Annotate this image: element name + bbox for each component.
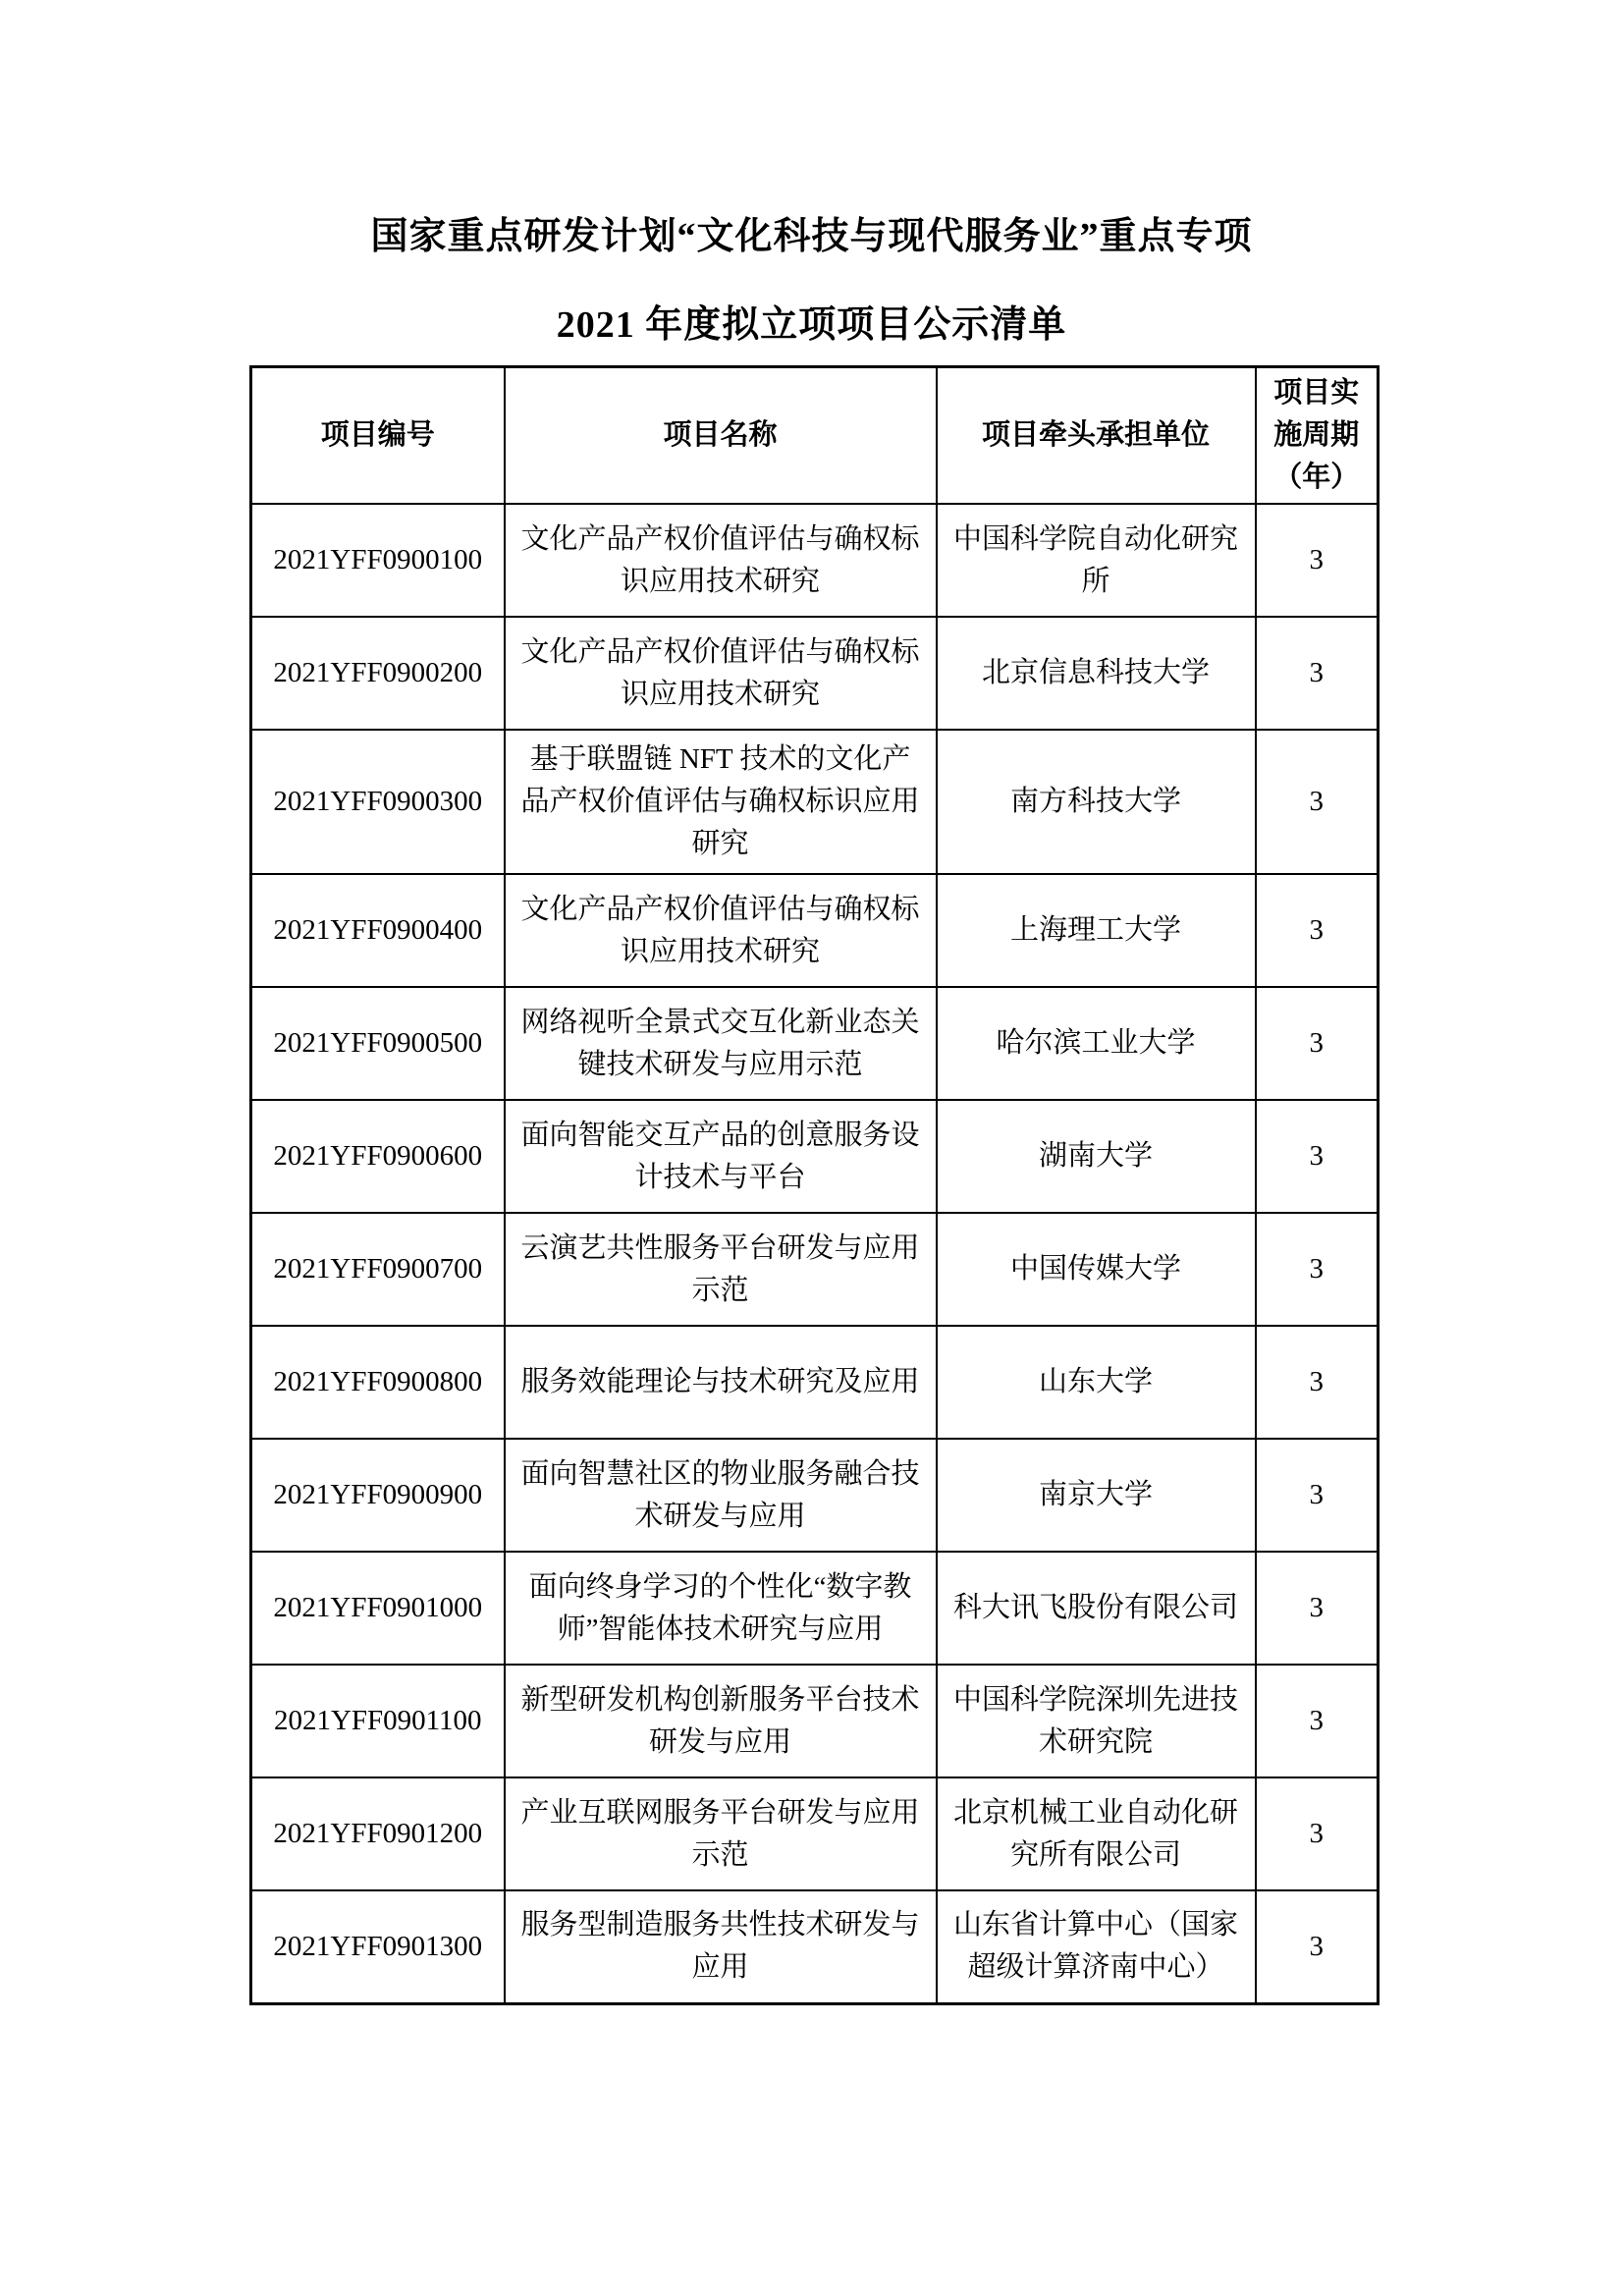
header-project-name: 项目名称 [505,367,937,505]
project-years-cell: 3 [1256,1439,1379,1552]
project-years-cell: 3 [1256,730,1379,874]
project-org-cell: 中国传媒大学 [937,1213,1256,1326]
project-name-cell: 新型研发机构创新服务平台技术研发与应用 [505,1665,937,1777]
project-name-cell: 面向终身学习的个性化“数字教师”智能体技术研究与应用 [505,1552,937,1665]
table-row [251,1326,1379,1439]
project-id-cell: 2021YFF0901100 [251,1665,505,1777]
table-row [251,617,1379,730]
project-name-cell: 文化产品产权价值评估与确权标识应用技术研究 [505,617,937,730]
project-id-cell: 2021YFF0900300 [251,730,505,874]
project-org-cell: 北京机械工业自动化研究所有限公司 [937,1777,1256,1890]
project-org-cell: 南方科技大学 [937,730,1256,874]
project-years-cell: 3 [1256,1777,1379,1890]
document-title: 国家重点研发计划“文化科技与现代服务业”重点专项 [370,216,1253,257]
project-id-cell: 2021YFF0900500 [251,987,505,1100]
document-subtitle: 2021 年度拟立项项目公示清单 [556,304,1067,346]
project-name-cell: 服务效能理论与技术研究及应用 [505,1326,937,1439]
header-project-id: 项目编号 [251,367,505,505]
project-org-cell: 山东省计算中心（国家超级计算济南中心） [937,1890,1256,2003]
header-lead-organization: 项目牵头承担单位 [937,367,1256,505]
project-name-cell: 基于联盟链 NFT 技术的文化产品产权价值评估与确权标识应用研究 [505,730,937,874]
table-row [251,1439,1379,1552]
project-id-cell: 2021YFF0900400 [251,874,505,987]
project-name-cell: 文化产品产权价值评估与确权标识应用技术研究 [505,504,937,617]
project-years-cell: 3 [1256,617,1379,730]
project-id-cell: 2021YFF0900100 [251,504,505,617]
project-id-cell: 2021YFF0901300 [251,1890,505,2003]
project-id-cell: 2021YFF0901200 [251,1777,505,1890]
table-row [251,730,1379,874]
project-id-cell: 2021YFF0900700 [251,1213,505,1326]
project-name-cell: 网络视听全景式交互化新业态关键技术研发与应用示范 [505,987,937,1100]
project-id-cell: 2021YFF0900900 [251,1439,505,1552]
project-org-cell: 科大讯飞股份有限公司 [937,1552,1256,1665]
project-years-cell: 3 [1256,987,1379,1100]
table-row [251,874,1379,987]
project-org-cell: 湖南大学 [937,1100,1256,1213]
project-name-cell: 云演艺共性服务平台研发与应用示范 [505,1213,937,1326]
project-org-cell: 山东大学 [937,1326,1256,1439]
table-row [251,1890,1379,2003]
table-row [251,1665,1379,1777]
project-years-cell: 3 [1256,874,1379,987]
project-years-cell: 3 [1256,1213,1379,1326]
table-row [251,987,1379,1100]
project-years-cell: 3 [1256,504,1379,617]
project-org-cell: 哈尔滨工业大学 [937,987,1256,1100]
project-org-cell: 南京大学 [937,1439,1256,1552]
table-row [251,1213,1379,1326]
table-row [251,504,1379,617]
table-body [251,504,1379,2003]
project-years-cell: 3 [1256,1326,1379,1439]
project-years-cell: 3 [1256,1890,1379,2003]
project-name-cell: 产业互联网服务平台研发与应用示范 [505,1777,937,1890]
projects-table [249,365,1380,2005]
table-row [251,1777,1379,1890]
table-header-row [251,367,1379,505]
project-org-cell: 中国科学院深圳先进技术研究院 [937,1665,1256,1777]
project-id-cell: 2021YFF0900200 [251,617,505,730]
project-name-cell: 面向智慧社区的物业服务融合技术研发与应用 [505,1439,937,1552]
project-org-cell: 北京信息科技大学 [937,617,1256,730]
project-years-cell: 3 [1256,1552,1379,1665]
project-years-cell: 3 [1256,1665,1379,1777]
header-implementation-period-years: 项目实施周期（年） [1256,367,1379,505]
project-org-cell: 上海理工大学 [937,874,1256,987]
project-id-cell: 2021YFF0900600 [251,1100,505,1213]
project-name-cell: 面向智能交互产品的创意服务设计技术与平台 [505,1100,937,1213]
table-row [251,1552,1379,1665]
project-org-cell: 中国科学院自动化研究所 [937,504,1256,617]
project-id-cell: 2021YFF0901000 [251,1552,505,1665]
project-id-cell: 2021YFF0900800 [251,1326,505,1439]
project-name-cell: 服务型制造服务共性技术研发与应用 [505,1890,937,2003]
project-name-cell: 文化产品产权价值评估与确权标识应用技术研究 [505,874,937,987]
project-years-cell: 3 [1256,1100,1379,1213]
table-row [251,1100,1379,1213]
